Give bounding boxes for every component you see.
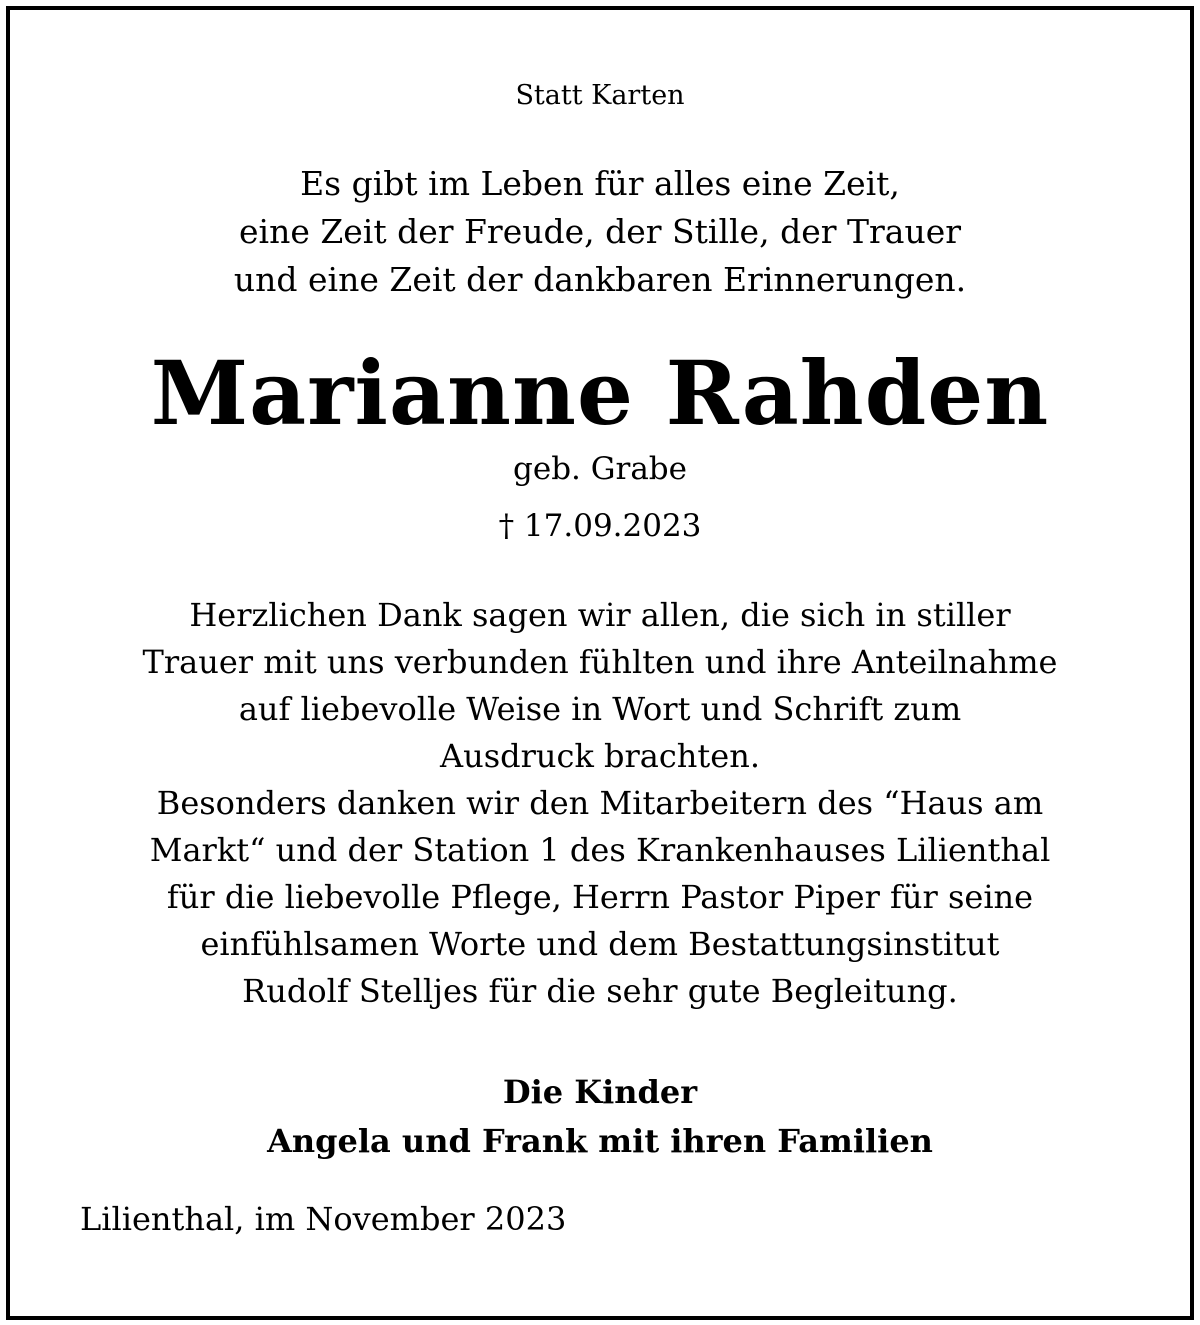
deceased-name: Marianne Rahden [150, 341, 1050, 445]
signature-line: Angela und Frank mit ihren Familien [267, 1122, 933, 1160]
place-and-date: Lilienthal, im November 2023 [80, 1200, 567, 1238]
thanks-line: Trauer mit uns verbunden fühlten und ihre Anteilnahme [142, 643, 1058, 681]
thanks-line: Markt“ und der Station 1 des Krankenhauses Lilienthal [149, 831, 1051, 869]
poem-line: und eine Zeit der dankbaren Erinnerungen. [233, 260, 967, 299]
notice-header: Statt Karten [515, 80, 685, 111]
poem [0, 160, 1200, 304]
poem-line: Es gibt im Leben für alles eine Zeit, [300, 164, 900, 203]
family-signature [0, 1068, 1200, 1166]
thanks-line: einfühlsamen Worte und dem Bestattungsinstitut [200, 925, 1000, 963]
thanks-line: Rudolf Stelljes für die sehr gute Begleitung. [242, 972, 958, 1010]
thanks-line: Ausdruck brachten. [440, 737, 760, 775]
thanks-line: Herzlichen Dank sagen wir allen, die sich in stiller [189, 596, 1011, 634]
poem-line: eine Zeit der Freude, der Stille, der Trauer [238, 212, 962, 251]
thanks-line: Besonders danken wir den Mitarbeitern des “Haus am [156, 784, 1044, 822]
death-date: † 17.09.2023 [498, 508, 702, 544]
thanks-line: auf liebevolle Weise in Wort und Schrift zum [238, 690, 962, 728]
thanks-text [0, 592, 1200, 1015]
signature-line: Die Kinder [502, 1073, 698, 1111]
maiden-name: geb. Grabe [513, 451, 687, 487]
thanks-line: für die liebevolle Pflege, Herrn Pastor Piper für seine [166, 878, 1034, 916]
